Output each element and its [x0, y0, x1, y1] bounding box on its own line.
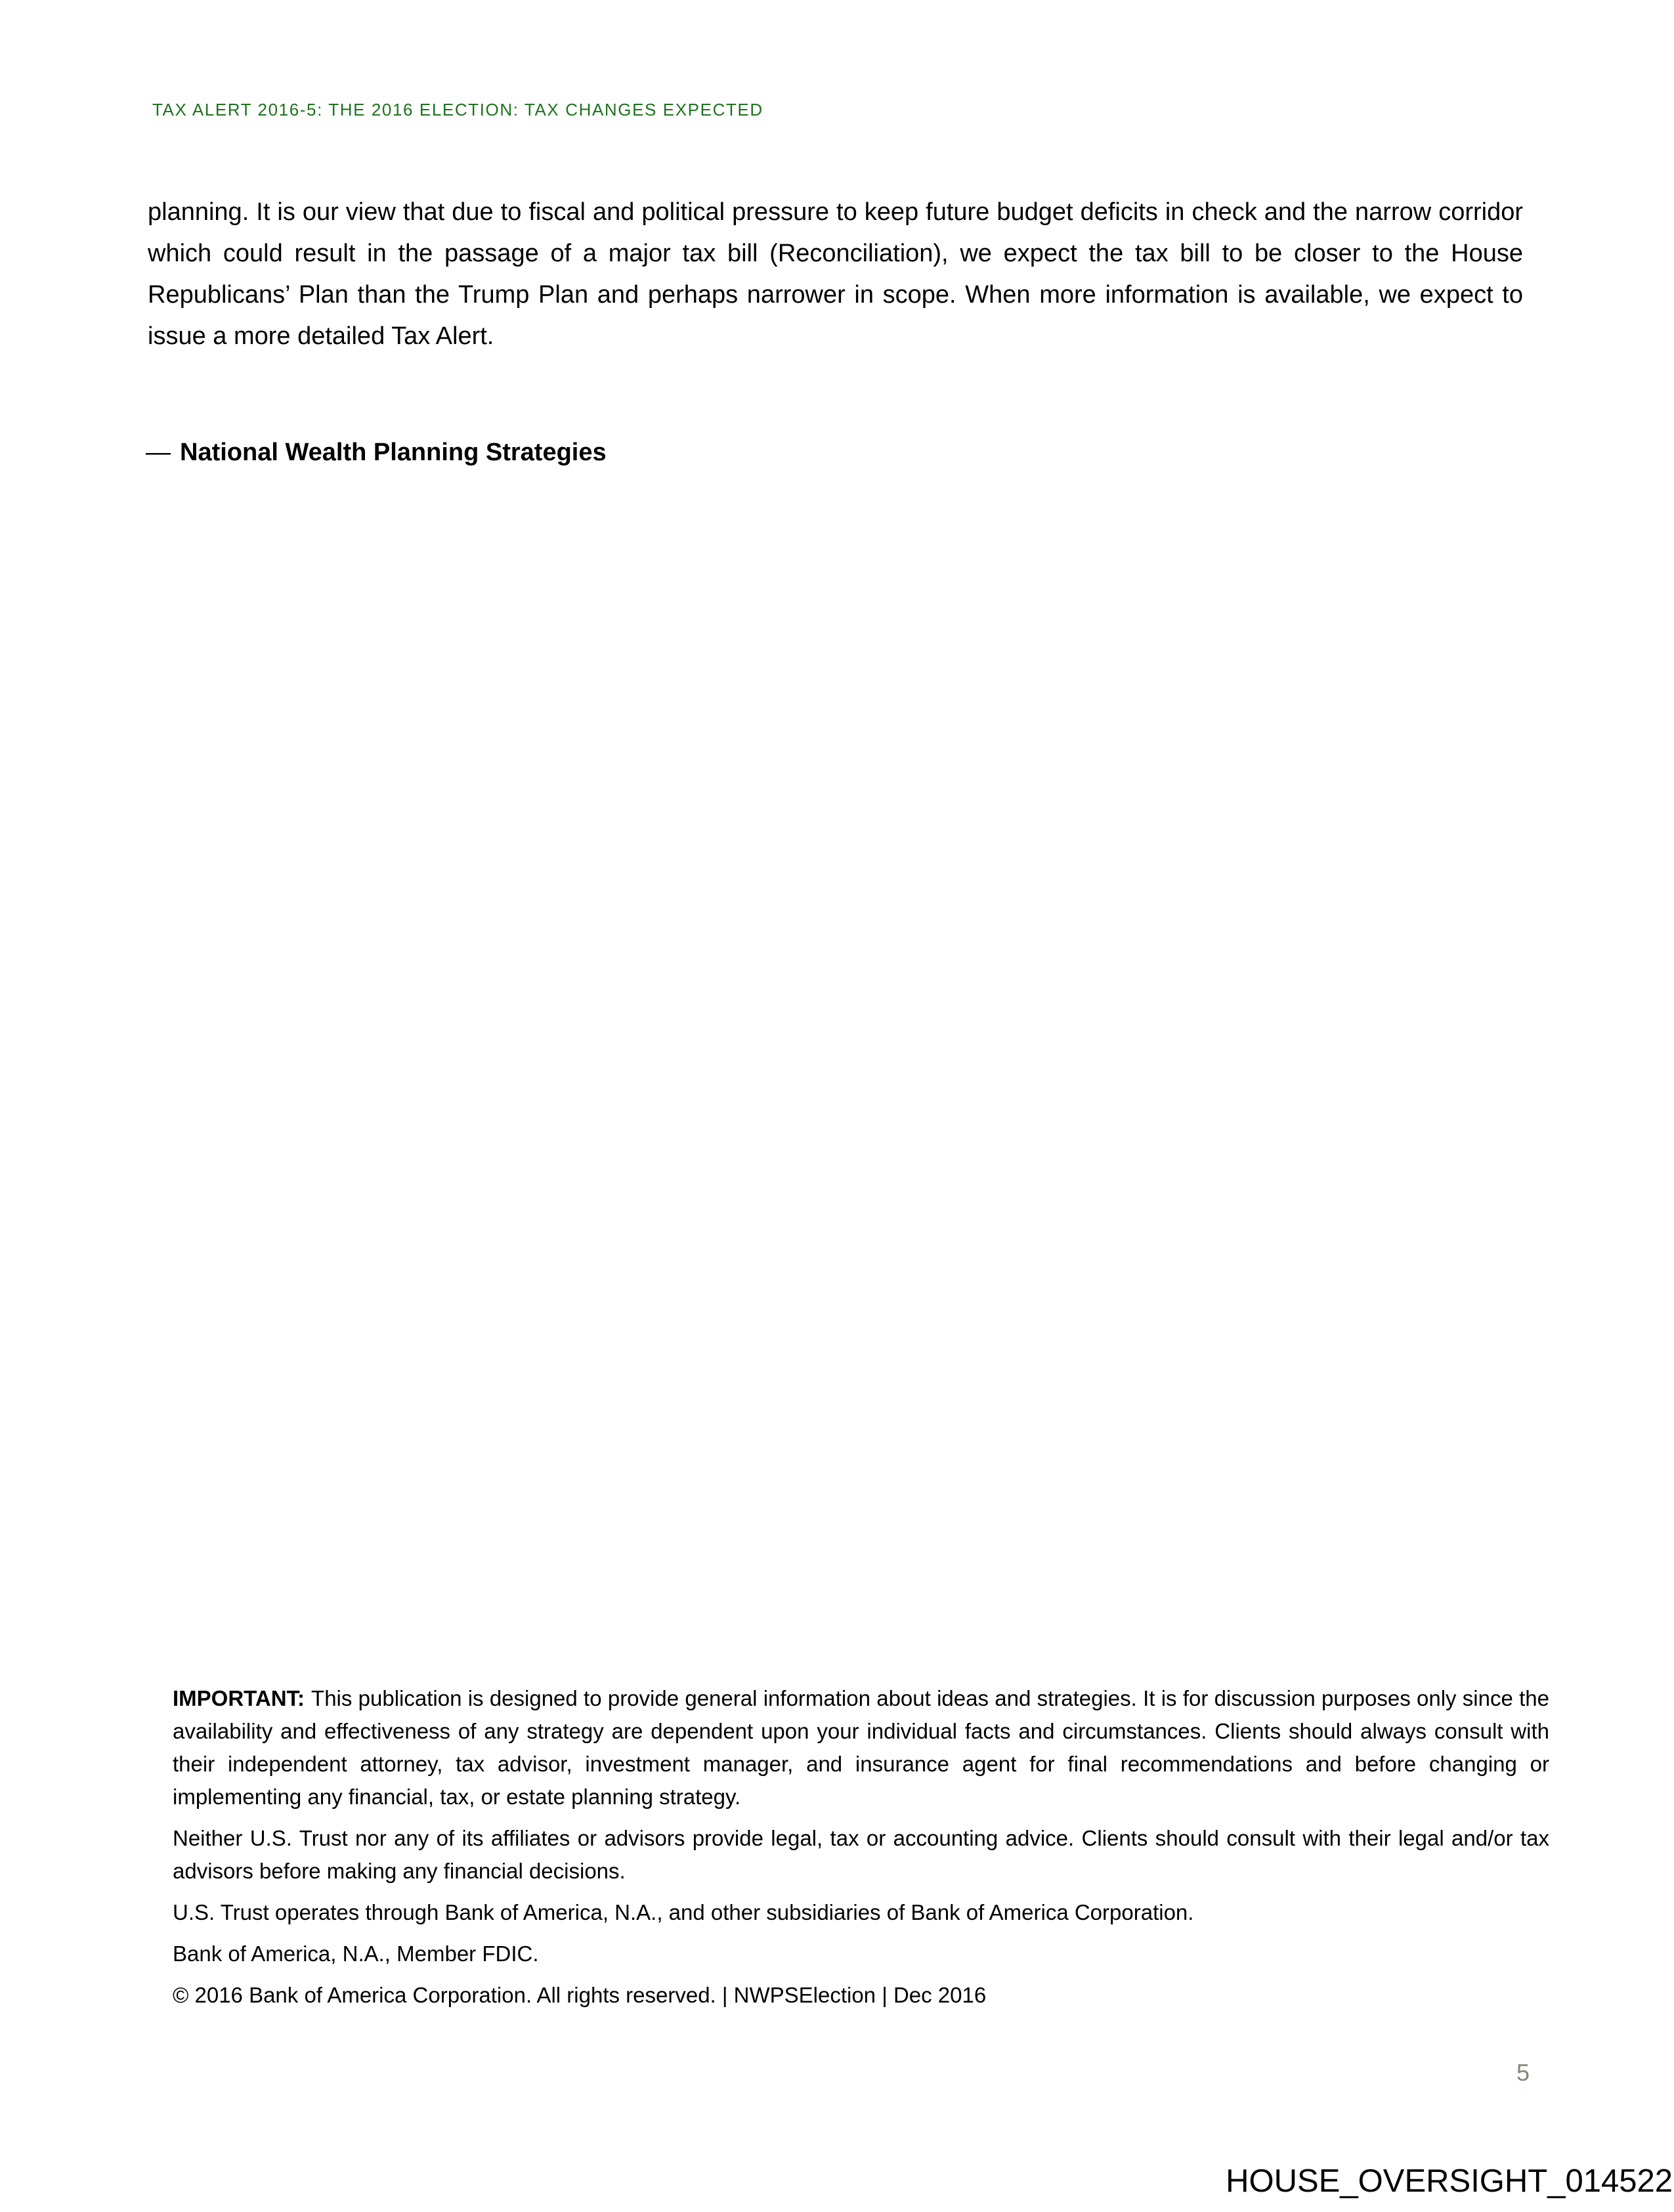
page-number: 5 [1516, 2059, 1530, 2086]
disclaimer-important-paragraph [173, 1682, 1549, 1813]
bates-stamp: HOUSE_OVERSIGHT_014522 [1226, 2163, 1673, 2199]
disclaimer-paragraph-copyright: © 2016 Bank of America Corporation. All rights reserved. | NWPSElection | Dec 2016 [173, 1983, 987, 2007]
disclaimer-block [173, 1682, 1549, 2020]
signature-line [146, 437, 607, 468]
signature-dash: — [146, 439, 171, 466]
important-label: IMPORTANT: [173, 1686, 305, 1710]
disclaimer-paragraph-subsidiaries: U.S. Trust operates through Bank of America, N.A., and other subsidiaries of Bank of America Corporation. [173, 1900, 1194, 1924]
document-header-title: TAX ALERT 2016-5: THE 2016 ELECTION: TAX CHANGES EXPECTED [152, 100, 763, 119]
important-text: This publication is designed to provide general information about ideas and strategies. It is for discussion purposes only since the availability and effectiveness of any strategy are dependent upon your individual facts and circumstances. Clients should always consult with their independent attorney, tax advisor, investment manager, and insurance agent for final recommendations and before changing or implementing any financial, tax, or estate planning strategy. [173, 1686, 1549, 1809]
disclaimer-paragraph-advice: Neither U.S. Trust nor any of its affiliates or advisors provide legal, tax or accounting advice. Clients should consult with their legal and/or tax advisors before making any financial decisions. [173, 1826, 1549, 1883]
signature-text: National Wealth Planning Strategies [180, 439, 607, 466]
body-paragraph: planning. It is our view that due to fiscal and political pressure to keep future budget deficits in check and the narrow corridor which could result in the passage of a major tax bill (Reconciliation), we expect the tax bill to be closer to the House Republicans’ Plan than the Trump Plan and perhaps narrower in scope. When more information is available, we expect to issue a more detailed Tax Alert. [148, 198, 1523, 350]
disclaimer-paragraph-fdic: Bank of America, N.A., Member FDIC. [173, 1941, 539, 1966]
